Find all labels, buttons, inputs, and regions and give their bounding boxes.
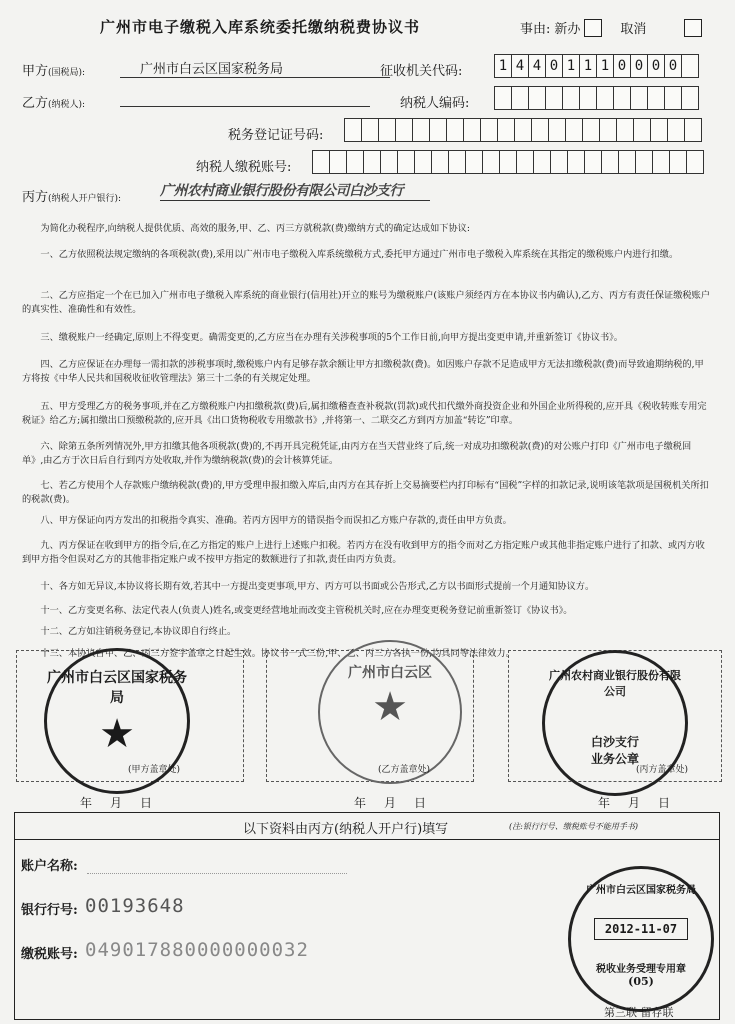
bank-code-value[interactable]: 00193648 bbox=[85, 895, 185, 917]
tax-reg-digit-cell bbox=[413, 119, 430, 141]
cancel-label: 取消 bbox=[620, 22, 647, 37]
tax-account-digit-cell bbox=[449, 151, 466, 173]
taxpayer-code-digit-cell bbox=[665, 87, 682, 109]
tax-account-grid[interactable] bbox=[312, 150, 704, 174]
tax-account-digit-cell bbox=[398, 151, 415, 173]
star-icon: ★ bbox=[372, 684, 408, 730]
tax-account-digit-cell bbox=[313, 151, 330, 173]
clause-item: 六、除第五条所列情况外,甲方扣缴其他各项税款(费)的,不再开具完税凭证,由丙方在当天营业终了后,统一对成功扣缴税款(费)的对公账户打印《广州市电子缴税回单》,由乙方于次日后自行到丙方处收取,并作为缴纳税款(费)的会计核算凭证。 bbox=[22, 441, 692, 466]
party-c-stamp-caption: (丙方盖章处) bbox=[636, 765, 689, 775]
round-stamp-date: 2012-11-07 bbox=[594, 918, 688, 940]
collection-code-digit-cell: 1 bbox=[580, 55, 597, 77]
clause-item: 二、乙方应指定一个在已加入广州市电子缴税入库系统的商业银行(信用社)开立的账号为缴税账户(该账户须经丙方在本协议书内确认),乙方、丙方有责任保证缴税账户的真实性、准确性和有效性。 bbox=[22, 290, 710, 315]
tax-reg-digit-cell bbox=[668, 119, 685, 141]
date-day: 日 bbox=[140, 796, 153, 810]
party-a-label bbox=[22, 60, 85, 79]
tax-account-digit-cell bbox=[670, 151, 687, 173]
taxpayer-code-digit-cell bbox=[495, 87, 512, 109]
document-title: 广州市电子缴税入库系统委托缴纳税费协议书 bbox=[99, 18, 420, 36]
collection-code-digit-cell: 0 bbox=[665, 55, 682, 77]
tax-reg-digit-cell bbox=[396, 119, 413, 141]
party-c-sub: (纳税人开户银行): bbox=[48, 194, 122, 204]
taxpayer-code-grid[interactable] bbox=[494, 86, 699, 110]
matter-selector bbox=[520, 18, 702, 37]
party-c-name[interactable]: 广州农村商业银行股份有限公司白沙支行 bbox=[160, 180, 430, 201]
tax-reg-digit-cell bbox=[549, 119, 566, 141]
party-b-label bbox=[22, 92, 85, 111]
copy-footer: 第三联 留存联 bbox=[604, 1006, 674, 1019]
bank-info-header bbox=[15, 813, 719, 840]
cancel-checkbox[interactable] bbox=[684, 19, 702, 37]
clause-item: 三、缴税账户一经确定,原则上不得变更。确需变更的,乙方应当在办理有关涉税事项的5个工作日前,向甲方提出变更申请,并重新签订《协议书》。 bbox=[40, 332, 623, 343]
tax-account-digit-cell bbox=[364, 151, 381, 173]
tax-account-digit-cell bbox=[330, 151, 347, 173]
tax-reg-digit-cell bbox=[634, 119, 651, 141]
party-a-sub: (国税局): bbox=[48, 68, 86, 78]
round-stamp-bottom: 税收业务受理专用章 bbox=[596, 964, 686, 975]
tax-reg-digit-cell bbox=[583, 119, 600, 141]
tax-reg-digit-cell bbox=[566, 119, 583, 141]
tax-reg-digit-cell bbox=[362, 119, 379, 141]
tax-reg-grid[interactable] bbox=[344, 118, 702, 142]
collection-code-digit-cell: 1 bbox=[597, 55, 614, 77]
date-day: 日 bbox=[658, 796, 671, 810]
tax-reg-digit-cell bbox=[515, 119, 532, 141]
party-b-sub: (纳税人): bbox=[48, 100, 86, 110]
collection-code-digit-cell: 0 bbox=[648, 55, 665, 77]
tax-account-digit-cell bbox=[602, 151, 619, 173]
party-c-label bbox=[22, 186, 121, 205]
party-b-name-field[interactable] bbox=[120, 104, 370, 107]
tax-bureau-round-stamp bbox=[568, 866, 714, 1012]
date-year: 年 bbox=[354, 796, 367, 810]
collection-code-digit-cell: 1 bbox=[563, 55, 580, 77]
party-b-title: 乙方 bbox=[22, 96, 49, 111]
clause-item: 十二、乙方如注销税务登记,本协议即自行终止。 bbox=[40, 626, 237, 637]
tax-reg-digit-cell bbox=[498, 119, 515, 141]
clause-item: 一、乙方依照税法规定缴纳的各项税款(费),采用以广州市电子缴税入库系统缴税方式,委托甲方通过广州市电子缴税入库系统在其指定的缴税账户内进行扣缴。 bbox=[40, 249, 679, 260]
clause-item: 八、甲方保证向丙方发出的扣税指令真实、准确。若丙方因甲方的错误指令而误扣乙方账户存款的,责任由甲方负责。 bbox=[40, 515, 512, 526]
tax-reg-label: 税务登记证号码: bbox=[228, 128, 324, 143]
new-checkbox[interactable] bbox=[584, 19, 602, 37]
tax-reg-digit-cell bbox=[532, 119, 549, 141]
bank-info-note: (注:银行行号、缴税账号不能用手书) bbox=[509, 822, 638, 831]
bank-code-label: 银行行号: bbox=[21, 903, 78, 918]
clause-item: 十三、本协议自甲、乙、丙三方签字盖章之日起生效。协议书一式三份,甲、乙、丙三方各执一份,均具同等法律效力。 bbox=[40, 648, 515, 659]
tax-reg-digit-cell bbox=[600, 119, 617, 141]
tax-account-digit-cell bbox=[619, 151, 636, 173]
date-month: 月 bbox=[384, 796, 397, 810]
date-day: 日 bbox=[414, 796, 427, 810]
taxpayer-code-digit-cell bbox=[546, 87, 563, 109]
clause-item: 四、乙方应保证在办理每一需扣款的涉税事项时,缴税账户内有足够存款余额让甲方扣缴税款(费)。如因账户存款不足造成甲方无法扣缴税款(费)而导致逾期纳税的,甲方将按《中华人民共和国税收征收管理法》第三十二条的有关规定处理。 bbox=[22, 359, 704, 384]
tax-account-digit-cell bbox=[347, 151, 364, 173]
party-a-title: 甲方 bbox=[22, 64, 49, 79]
collection-code-digit-cell: 0 bbox=[631, 55, 648, 77]
tax-reg-digit-cell bbox=[447, 119, 464, 141]
intro-text: 为简化办税程序,向纳税人提供优质、高效的服务,甲、乙、丙三方就税款(费)缴纳方式的确定达成如下协议: bbox=[40, 223, 470, 234]
date-month: 月 bbox=[110, 796, 123, 810]
tax-account-digit-cell bbox=[534, 151, 551, 173]
bank-info-heading: 以下资料由丙方(纳税人开户行)填写 bbox=[243, 822, 449, 837]
date-month: 月 bbox=[628, 796, 641, 810]
party-b-date bbox=[354, 794, 426, 811]
party-c-seal-text: 广州农村商业银行股份有限公司 bbox=[549, 669, 681, 698]
account-name-label: 账户名称: bbox=[21, 859, 78, 874]
taxpayer-code-digit-cell bbox=[682, 87, 698, 109]
round-stamp-num: (05) bbox=[628, 975, 654, 988]
date-year: 年 bbox=[598, 796, 611, 810]
star-icon: ★ bbox=[99, 711, 135, 757]
clause-item: 十一、乙方变更名称、法定代表人(负责人)姓名,或变更经营地址而改变主管税机关时,应在办理变更税务登记前重新签订《协议书》。 bbox=[40, 605, 573, 616]
taxpayer-code-digit-cell bbox=[597, 87, 614, 109]
taxpayer-code-digit-cell bbox=[631, 87, 648, 109]
tax-account-digit-cell bbox=[483, 151, 500, 173]
party-a-stamp-caption: (甲方盖章处) bbox=[128, 765, 181, 775]
taxpayer-code-digit-cell bbox=[512, 87, 529, 109]
tax-account-digit-cell bbox=[585, 151, 602, 173]
matter-label: 事由: bbox=[520, 22, 551, 37]
account-name-field[interactable] bbox=[87, 853, 347, 874]
tax-reg-digit-cell bbox=[379, 119, 396, 141]
party-c-title: 丙方 bbox=[22, 190, 49, 205]
collection-code-digit-cell: 1 bbox=[495, 55, 512, 77]
tax-account-digit-cell bbox=[551, 151, 568, 173]
tax-reg-digit-cell bbox=[685, 119, 701, 141]
tax-account-lower-label: 缴税账号: bbox=[21, 947, 78, 962]
clause-item: 五、甲方受理乙方的税务事项,并在乙方缴税账户内扣缴税款(费)后,属扣缴稽查查补税款(罚款)或代扣代缴外商投资企业和外国企业所得税的,应开具《税收转账专用完税证》给乙方;属扣缴出口预缴税款的,应开具《出口货物税收专用缴款书》,并将第一、二联交乙方到丙方加盖“转讫”印章。 bbox=[22, 401, 707, 426]
tax-account-digit-cell bbox=[432, 151, 449, 173]
tax-account-digit-cell bbox=[466, 151, 483, 173]
tax-account-digit-cell bbox=[517, 151, 534, 173]
party-c-seal-sub2: 业务公章 bbox=[590, 752, 639, 766]
collection-code-digit-cell: 4 bbox=[529, 55, 546, 77]
tax-account-digit-cell bbox=[381, 151, 398, 173]
tax-reg-digit-cell bbox=[481, 119, 498, 141]
collection-code-digit-cell bbox=[682, 55, 698, 77]
clause-item: 十、各方如无异议,本协议将长期有效,若其中一方提出变更事项,甲方、丙方可以书面或公告形式,乙方以书面形式提前一个月通知协议方。 bbox=[40, 581, 595, 592]
tax-account-digit-cell bbox=[687, 151, 703, 173]
clause-item: 九、丙方保证在收到甲方的指令后,在乙方指定的账户上进行上述账户扣税。若丙方在没有收到甲方的指令而对乙方指定账户或其他非指定账户进行了扣款、或丙方收到甲方指令但误对乙方的其他非指定账户或不按甲方指定的数额进行了扣款,责任由丙方负责。 bbox=[22, 540, 705, 565]
taxpayer-code-digit-cell bbox=[580, 87, 597, 109]
collection-code-grid[interactable] bbox=[494, 54, 699, 78]
taxpayer-code-digit-cell bbox=[614, 87, 631, 109]
taxpayer-code-digit-cell bbox=[563, 87, 580, 109]
taxpayer-code-digit-cell bbox=[648, 87, 665, 109]
taxpayer-code-digit-cell bbox=[529, 87, 546, 109]
collection-code-digit-cell: 0 bbox=[614, 55, 631, 77]
tax-reg-digit-cell bbox=[345, 119, 362, 141]
taxpayer-code-label: 纳税人编码: bbox=[400, 96, 470, 111]
tax-reg-digit-cell bbox=[430, 119, 447, 141]
tax-account-digit-cell bbox=[568, 151, 585, 173]
new-label: 新办 bbox=[554, 22, 581, 37]
tax-account-lower-value[interactable]: 049017880000000032 bbox=[85, 939, 309, 961]
collection-code-digit-cell: 0 bbox=[546, 55, 563, 77]
party-c-date bbox=[598, 794, 670, 811]
party-a-date bbox=[80, 794, 152, 811]
date-year: 年 bbox=[80, 796, 93, 810]
party-a-seal-text: 广州市白云区国家税务局 bbox=[47, 670, 187, 706]
tax-account-digit-cell bbox=[500, 151, 517, 173]
tax-reg-digit-cell bbox=[617, 119, 634, 141]
collection-code-label: 征收机关代码: bbox=[380, 64, 463, 79]
tax-reg-digit-cell bbox=[651, 119, 668, 141]
tax-reg-digit-cell bbox=[464, 119, 481, 141]
collection-code-digit-cell: 4 bbox=[512, 55, 529, 77]
party-c-seal-sub1: 白沙支行 bbox=[590, 735, 639, 749]
tax-account-digit-cell bbox=[415, 151, 432, 173]
party-b-stamp-caption: (乙方盖章处) bbox=[378, 765, 431, 775]
party-b-seal-text: 广州市白云区 bbox=[348, 665, 432, 681]
tax-account-digit-cell bbox=[653, 151, 670, 173]
clause-item: 七、若乙方使用个人存款账户缴纳税款(费)的,甲方受理申报扣缴入库后,由丙方在其存折上交易摘要栏内打印标有“国税”字样的扣款记录,说明该笔款项是国税机关所扣的税款(费)。 bbox=[22, 480, 709, 505]
tax-account-digit-cell bbox=[636, 151, 653, 173]
party-a-name[interactable]: 广州市白云区国家税务局 bbox=[120, 58, 390, 78]
tax-account-label: 纳税人缴税账号: bbox=[196, 160, 292, 175]
round-stamp-top: 广州市白云区国家税务局 bbox=[586, 885, 696, 896]
